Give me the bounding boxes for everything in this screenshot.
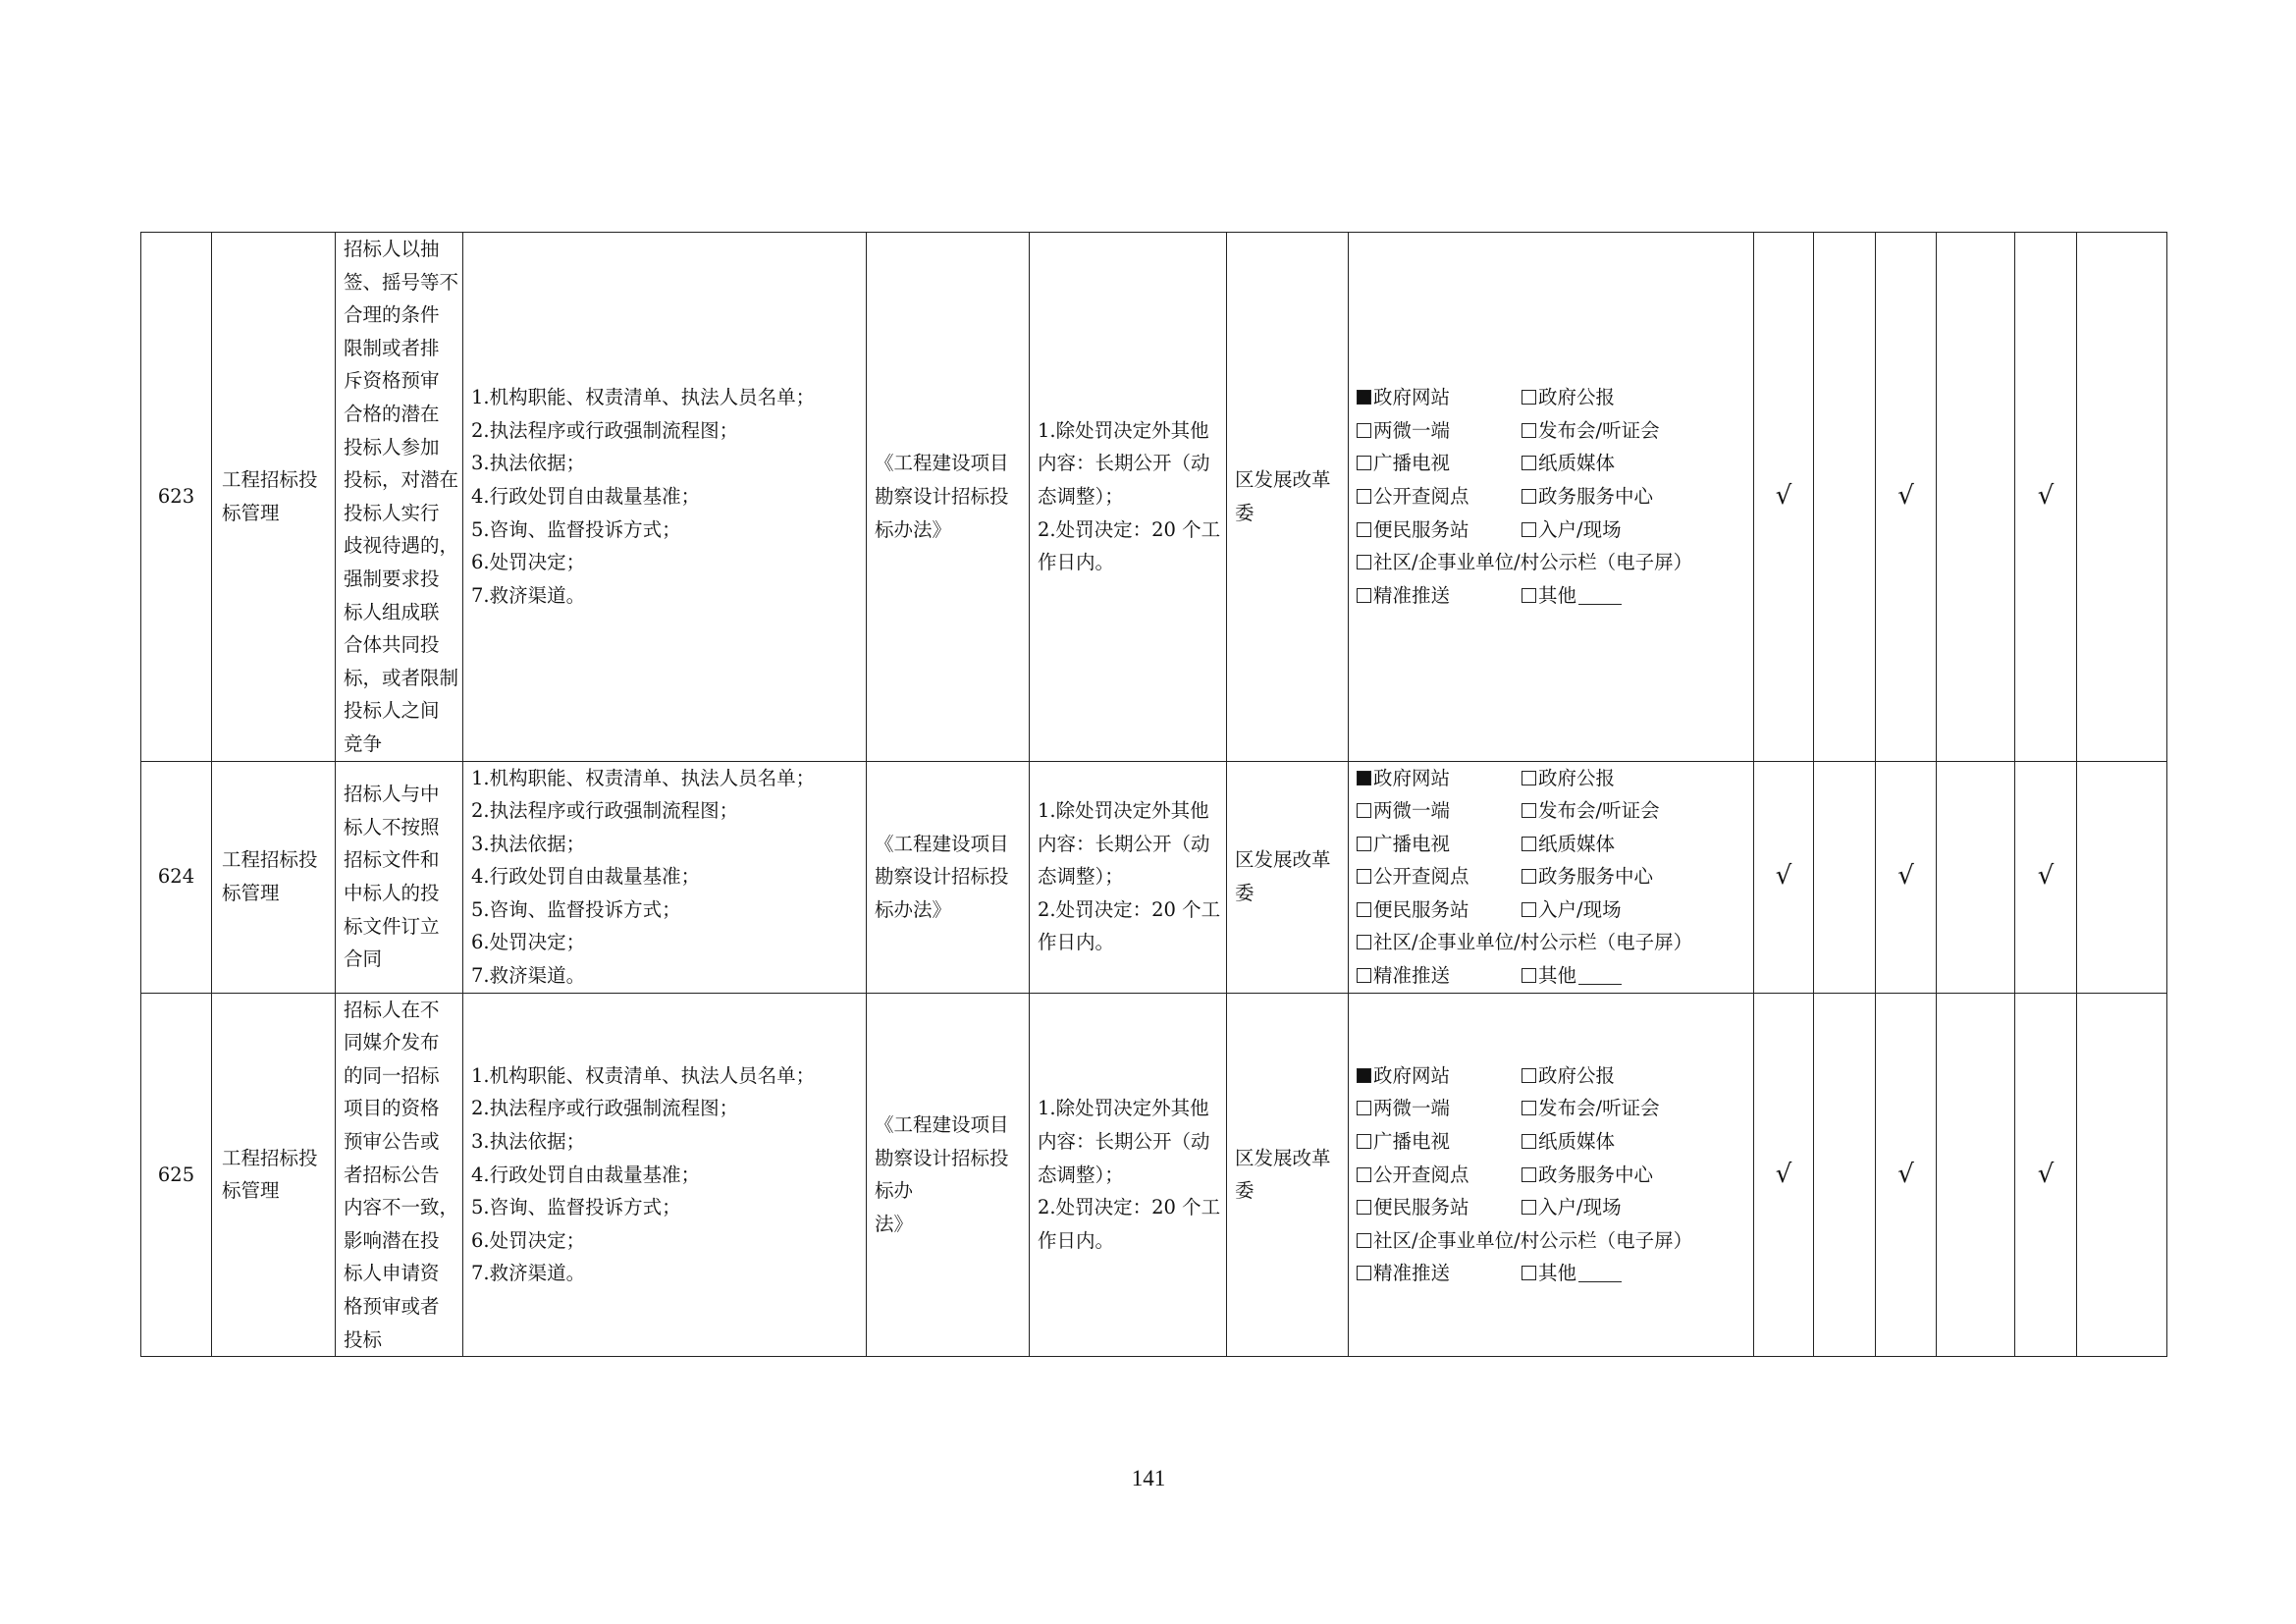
channel-label: 两微一端 [1373, 418, 1451, 442]
channel-row [1357, 1191, 1747, 1224]
checkbox-icon [1357, 522, 1371, 537]
channel-label: 社区/企事业单位/村公示栏（电子屏） [1373, 551, 1693, 574]
channel-label: 发布会/听证会 [1538, 418, 1660, 442]
channel-label: 精准推送 [1373, 1262, 1451, 1285]
disclosure-content-line: 4.行政处罚自由裁量基准； [471, 1163, 701, 1186]
channel-option [1357, 546, 1692, 579]
channel-row [1357, 381, 1747, 414]
channel-option [1522, 1257, 1686, 1290]
channel-label: 其他 [1538, 583, 1577, 607]
row-number: 624 [141, 761, 212, 993]
legal-basis [867, 993, 1030, 1357]
channel-option [1357, 1125, 1522, 1159]
checkbox-icon [1357, 489, 1371, 504]
violation-circumstance-line: 项目的资格 [344, 1097, 440, 1120]
violation-circumstance-line: 标文件订立 [344, 914, 440, 938]
channel-label: 政务服务中心 [1538, 865, 1654, 889]
disclosure-period-line: 作日内。 [1038, 551, 1115, 574]
disclosure-content-line: 5.咨询、监督投诉方式； [471, 517, 681, 541]
responsible-department-line: 区发展改革 [1235, 1146, 1331, 1169]
channel-label: 政务服务中心 [1538, 1163, 1654, 1186]
violation-circumstance-line: 歧视待遇的， [344, 534, 459, 558]
violation-circumstance-line: 招标文件和 [344, 848, 440, 872]
item-name-line: 标管理 [222, 882, 280, 905]
item-name [212, 993, 336, 1357]
violation-circumstance-line: 标人组成联 [344, 600, 440, 623]
check-mark-cell: √ [2015, 233, 2077, 762]
checkbox-icon [1357, 1167, 1371, 1182]
check-mark-cell [2077, 993, 2167, 1357]
check-mark-cell [1814, 761, 1876, 993]
violation-circumstance-line: 合同 [344, 947, 383, 971]
check-mark-cell: √ [1876, 761, 1937, 993]
table-row [141, 761, 2167, 993]
disclosure-content-line: 7.救济渠道。 [471, 964, 586, 988]
disclosure-content [463, 233, 867, 762]
checkbox-icon [1522, 902, 1536, 917]
item-name [212, 761, 336, 993]
check-mark-cell: √ [1876, 993, 1937, 1357]
checked-box-icon [1357, 1068, 1371, 1083]
channel-option [1357, 762, 1522, 795]
item-name-line: 工程招标投 [222, 468, 318, 492]
violation-circumstance-line: 影响潜在投 [344, 1228, 440, 1252]
disclosure-content-line: 3.执法依据； [471, 832, 586, 855]
checkbox-icon [1522, 456, 1536, 470]
channel-label: 精准推送 [1373, 583, 1451, 607]
violation-circumstance [336, 761, 463, 993]
channel-option [1522, 1059, 1686, 1093]
disclosure-content-line: 7.救济渠道。 [471, 1262, 586, 1285]
channel-option [1522, 514, 1686, 547]
check-mark-cell [1937, 233, 2015, 762]
violation-circumstance-line: 中标人的投 [344, 882, 440, 905]
responsible-department-line: 委 [1235, 501, 1255, 524]
violation-circumstance-line: 合体共同投 [344, 633, 440, 657]
disclosure-period-line: 2.处罚决定：20 个工 [1038, 517, 1221, 541]
checkbox-icon [1357, 423, 1371, 438]
legal-basis-line: 标办法》 [875, 897, 952, 921]
channel-option [1522, 959, 1686, 993]
channel-label: 纸质媒体 [1538, 832, 1616, 855]
channel-label: 社区/企事业单位/村公示栏（电子屏） [1373, 931, 1693, 954]
channel-row [1357, 414, 1747, 448]
checkbox-icon [1357, 1134, 1371, 1149]
legal-basis [867, 761, 1030, 993]
channel-label: 纸质媒体 [1538, 452, 1616, 475]
disclosure-period-line: 作日内。 [1038, 1228, 1115, 1252]
disclosure-period-line: 态调整）； [1038, 1163, 1124, 1186]
violation-circumstance-line: 预审公告或 [344, 1130, 440, 1154]
disclosure-content-line: 6.处罚决定； [471, 551, 586, 574]
disclosure-content-line: 4.行政处罚自由裁量基准； [471, 865, 701, 889]
disclosure-table [140, 232, 2167, 1357]
channel-option [1357, 828, 1522, 861]
channel-option [1357, 1159, 1522, 1192]
violation-circumstance-line: 合理的条件 [344, 303, 440, 327]
row-number: 623 [141, 233, 212, 762]
channel-row [1357, 1224, 1747, 1258]
disclosure-channels [1349, 993, 1754, 1357]
channel-label: 两微一端 [1373, 1097, 1451, 1120]
channel-option [1522, 414, 1686, 448]
channel-label: 便民服务站 [1373, 517, 1469, 541]
violation-circumstance-line: 格预审或者 [344, 1295, 440, 1318]
checkbox-icon [1522, 423, 1536, 438]
responsible-department-line: 委 [1235, 882, 1255, 905]
checkbox-icon [1522, 1266, 1536, 1280]
check-mark-cell [2077, 233, 2167, 762]
channel-label: 其他 [1538, 964, 1577, 988]
checkbox-icon [1357, 902, 1371, 917]
channel-label: 政府公报 [1538, 386, 1616, 409]
item-name-line: 标管理 [222, 1179, 280, 1203]
channel-option [1522, 1125, 1686, 1159]
violation-circumstance-line: 投标，对潜在 [344, 468, 459, 492]
violation-circumstance-line: 斥资格预审 [344, 369, 440, 393]
disclosure-period-line: 作日内。 [1038, 931, 1115, 954]
disclosure-content-line: 6.处罚决定； [471, 931, 586, 954]
channel-option [1522, 1191, 1686, 1224]
violation-circumstance-line: 投标人参加 [344, 435, 440, 459]
channel-label: 其他 [1538, 1262, 1577, 1285]
legal-basis [867, 233, 1030, 762]
checkbox-icon [1522, 1134, 1536, 1149]
disclosure-period [1030, 761, 1227, 993]
violation-circumstance-line: 投标人之间 [344, 699, 440, 723]
disclosure-content-line: 1.机构职能、权责清单、执法人员名单； [471, 766, 816, 789]
channel-label: 纸质媒体 [1538, 1130, 1616, 1154]
channel-option [1522, 794, 1686, 828]
checkbox-icon [1522, 489, 1536, 504]
legal-basis-line: 标办 [875, 1179, 914, 1203]
checkbox-icon [1522, 837, 1536, 851]
channel-label: 两微一端 [1373, 799, 1451, 823]
disclosure-content-line: 7.救济渠道。 [471, 583, 586, 607]
checkbox-icon [1522, 1068, 1536, 1083]
fill-in-blank [1578, 603, 1622, 605]
disclosure-channels [1349, 233, 1754, 762]
responsible-department-line: 委 [1235, 1179, 1255, 1203]
legal-basis-line: 勘察设计招标投 [875, 865, 1009, 889]
checkbox-icon [1357, 555, 1371, 569]
channel-label: 广播电视 [1373, 1130, 1451, 1154]
checkbox-icon [1357, 1200, 1371, 1215]
page-number: 141 [1131, 1466, 1166, 1490]
disclosure-period-line: 内容：长期公开（动 [1038, 452, 1210, 475]
violation-circumstance [336, 993, 463, 1357]
disclosure-period-line: 1.除处罚决定外其他 [1038, 418, 1209, 442]
table-row [141, 233, 2167, 762]
channel-row [1357, 1059, 1747, 1093]
channel-label: 公开查阅点 [1373, 484, 1469, 508]
legal-basis-line: 勘察设计招标投 [875, 484, 1009, 508]
legal-basis-line: 勘察设计招标投 [875, 1146, 1009, 1169]
violation-circumstance-line: 强制要求投 [344, 567, 440, 590]
channel-option [1522, 480, 1686, 514]
disclosure-period-line: 1.除处罚决定外其他 [1038, 799, 1209, 823]
channel-row [1357, 893, 1747, 927]
item-name-line: 工程招标投 [222, 1146, 318, 1169]
channel-label: 入户/现场 [1538, 517, 1622, 541]
channel-row [1357, 546, 1747, 579]
channel-option [1357, 926, 1692, 959]
channel-label: 广播电视 [1373, 452, 1451, 475]
check-mark-cell [2077, 761, 2167, 993]
disclosure-content-line: 3.执法依据； [471, 1130, 586, 1154]
check-mark-cell: √ [1754, 761, 1814, 993]
checkbox-icon [1357, 968, 1371, 983]
checkbox-icon [1357, 588, 1371, 603]
violation-circumstance-line: 同媒介发布 [344, 1031, 440, 1055]
check-mark-cell: √ [1876, 233, 1937, 762]
violation-circumstance [336, 233, 463, 762]
channel-row [1357, 447, 1747, 480]
violation-circumstance-line: 投标 [344, 1327, 383, 1351]
checkbox-icon [1522, 522, 1536, 537]
violation-circumstance-line: 标人不按照 [344, 815, 440, 839]
check-mark-cell [1937, 993, 2015, 1357]
violation-circumstance-line: 内容不一致， [344, 1196, 459, 1219]
checkbox-icon [1522, 588, 1536, 603]
row-number: 625 [141, 993, 212, 1357]
channel-label: 政务服务中心 [1538, 484, 1654, 508]
legal-basis-line: 标办法》 [875, 517, 952, 541]
checked-box-icon [1357, 771, 1371, 785]
channel-label: 社区/企事业单位/村公示栏（电子屏） [1373, 1228, 1693, 1252]
channel-row [1357, 480, 1747, 514]
channel-row [1357, 828, 1747, 861]
disclosure-period-line: 态调整）； [1038, 484, 1124, 508]
item-name-line: 标管理 [222, 501, 280, 524]
channel-label: 政府网站 [1373, 386, 1451, 409]
channel-label: 公开查阅点 [1373, 1163, 1469, 1186]
disclosure-period-line: 1.除处罚决定外其他 [1038, 1097, 1209, 1120]
channel-option [1357, 514, 1522, 547]
channel-option [1522, 762, 1686, 795]
checkbox-icon [1357, 1233, 1371, 1248]
fill-in-blank [1578, 983, 1622, 985]
disclosure-content-line: 2.执法程序或行政强制流程图； [471, 418, 739, 442]
legal-basis-line: 《工程建设项目 [875, 452, 1009, 475]
channel-row [1357, 959, 1747, 993]
channel-option [1357, 860, 1522, 893]
disclosure-period-line: 内容：长期公开（动 [1038, 1130, 1210, 1154]
checkbox-icon [1522, 1167, 1536, 1182]
channel-label: 公开查阅点 [1373, 865, 1469, 889]
disclosure-content-line: 2.执法程序或行政强制流程图； [471, 799, 739, 823]
responsible-department-line: 区发展改革 [1235, 848, 1331, 872]
channel-label: 入户/现场 [1538, 1196, 1622, 1219]
channel-option [1357, 1191, 1522, 1224]
channel-label: 广播电视 [1373, 832, 1451, 855]
disclosure-content-line: 5.咨询、监督投诉方式； [471, 1196, 681, 1219]
responsible-department-line: 区发展改革 [1235, 468, 1331, 492]
disclosure-period-line: 内容：长期公开（动 [1038, 832, 1210, 855]
violation-circumstance-line: 投标人实行 [344, 501, 440, 524]
disclosure-content-line: 1.机构职能、权责清单、执法人员名单； [471, 1063, 816, 1087]
channel-option [1522, 381, 1686, 414]
checkbox-icon [1357, 1266, 1371, 1280]
checkbox-icon [1357, 456, 1371, 470]
channel-option [1522, 828, 1686, 861]
fill-in-blank [1578, 1280, 1622, 1282]
channel-option [1522, 579, 1686, 613]
legal-basis-line: 《工程建设项目 [875, 1113, 1009, 1137]
disclosure-content-line: 2.执法程序或行政强制流程图； [471, 1097, 739, 1120]
checkbox-icon [1522, 390, 1536, 405]
channel-option [1522, 893, 1686, 927]
disclosure-period-line: 2.处罚决定：20 个工 [1038, 897, 1221, 921]
channel-option [1357, 579, 1522, 613]
channel-option [1522, 1092, 1686, 1125]
checkbox-icon [1357, 869, 1371, 884]
channel-row [1357, 1125, 1747, 1159]
channel-row [1357, 860, 1747, 893]
item-name-line: 工程招标投 [222, 848, 318, 872]
legal-basis-line: 《工程建设项目 [875, 832, 1009, 855]
checkbox-icon [1522, 771, 1536, 785]
responsible-department [1227, 761, 1349, 993]
channel-option [1357, 1257, 1522, 1290]
channel-row [1357, 762, 1747, 795]
violation-circumstance-line: 限制或者排 [344, 336, 440, 359]
disclosure-content-line: 5.咨询、监督投诉方式； [471, 897, 681, 921]
channel-label: 精准推送 [1373, 964, 1451, 988]
channel-option [1357, 959, 1522, 993]
channel-label: 政府公报 [1538, 1063, 1616, 1087]
violation-circumstance-line: 标人申请资 [344, 1262, 440, 1285]
table-body [141, 233, 2167, 1357]
channel-row [1357, 1159, 1747, 1192]
channel-label: 发布会/听证会 [1538, 1097, 1660, 1120]
checkbox-icon [1522, 968, 1536, 983]
channel-row [1357, 794, 1747, 828]
legal-basis-line: 法》 [875, 1213, 914, 1236]
checkbox-icon [1522, 869, 1536, 884]
checkbox-icon [1357, 935, 1371, 949]
channel-option [1522, 447, 1686, 480]
violation-circumstance-line: 合格的潜在 [344, 402, 440, 425]
channel-label: 发布会/听证会 [1538, 799, 1660, 823]
channel-label: 便民服务站 [1373, 897, 1469, 921]
channel-option [1357, 381, 1522, 414]
disclosure-period-line: 态调整）； [1038, 865, 1124, 889]
violation-circumstance-line: 签、摇号等不 [344, 270, 459, 294]
checkbox-icon [1357, 1101, 1371, 1115]
violation-circumstance-line: 标，或者限制 [344, 666, 459, 689]
channel-row [1357, 926, 1747, 959]
channel-row [1357, 579, 1747, 613]
channel-option [1357, 1059, 1522, 1093]
disclosure-content [463, 761, 867, 993]
channel-option [1522, 860, 1686, 893]
disclosure-period [1030, 233, 1227, 762]
check-mark-cell [1814, 993, 1876, 1357]
disclosure-content-line: 3.执法依据； [471, 452, 586, 475]
check-mark-cell: √ [1754, 993, 1814, 1357]
channel-option [1357, 893, 1522, 927]
disclosure-content-line: 6.处罚决定； [471, 1228, 586, 1252]
violation-circumstance-line: 招标人以抽 [344, 238, 440, 260]
channel-option [1357, 1224, 1692, 1258]
disclosure-content-line: 1.机构职能、权责清单、执法人员名单； [471, 386, 816, 409]
item-name [212, 233, 336, 762]
channel-label: 政府网站 [1373, 766, 1451, 789]
channel-label: 政府公报 [1538, 766, 1616, 789]
check-mark-cell: √ [2015, 993, 2077, 1357]
channel-label: 入户/现场 [1538, 897, 1622, 921]
checkbox-icon [1522, 803, 1536, 818]
check-mark-cell [1937, 761, 2015, 993]
checkbox-icon [1357, 803, 1371, 818]
violation-circumstance-line: 招标人与中 [344, 783, 440, 806]
table-row [141, 993, 2167, 1357]
check-mark-cell: √ [2015, 761, 2077, 993]
channel-row [1357, 514, 1747, 547]
violation-circumstance-line: 者招标公告 [344, 1163, 440, 1186]
channel-option [1357, 794, 1522, 828]
disclosure-period-line: 2.处罚决定：20 个工 [1038, 1196, 1221, 1219]
check-mark-cell [1814, 233, 1876, 762]
channel-option [1357, 447, 1522, 480]
disclosure-content-line: 4.行政处罚自由裁量基准； [471, 484, 701, 508]
responsible-department [1227, 993, 1349, 1357]
channel-option [1357, 1092, 1522, 1125]
channel-row [1357, 1092, 1747, 1125]
disclosure-content [463, 993, 867, 1357]
checkbox-icon [1357, 837, 1371, 851]
checkbox-icon [1522, 1101, 1536, 1115]
checked-box-icon [1357, 390, 1371, 405]
channel-label: 政府网站 [1373, 1063, 1451, 1087]
violation-circumstance-line: 招标人在不 [344, 998, 440, 1021]
channel-row [1357, 1257, 1747, 1290]
check-mark-cell: √ [1754, 233, 1814, 762]
disclosure-period [1030, 993, 1227, 1357]
channel-label: 便民服务站 [1373, 1196, 1469, 1219]
channel-option [1357, 414, 1522, 448]
disclosure-channels [1349, 761, 1754, 993]
channel-option [1357, 480, 1522, 514]
channel-option [1522, 1159, 1686, 1192]
responsible-department [1227, 233, 1349, 762]
violation-circumstance-line: 竞争 [344, 731, 383, 755]
violation-circumstance-line: 的同一招标 [344, 1063, 440, 1087]
checkbox-icon [1522, 1200, 1536, 1215]
